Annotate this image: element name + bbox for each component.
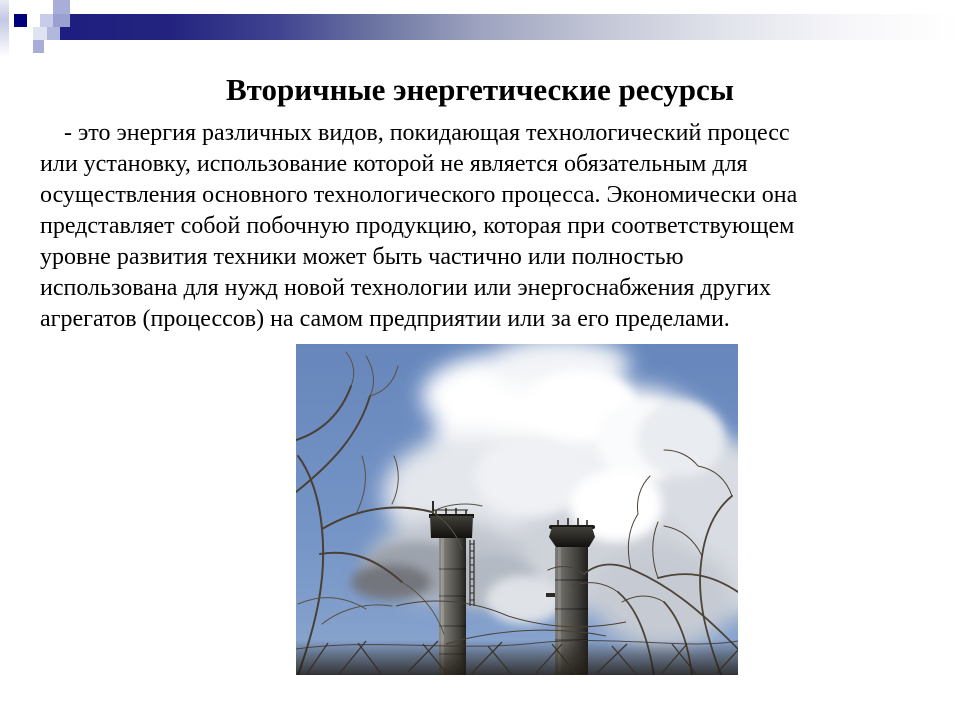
slide-title: Вторичные энергетические ресурсы (226, 72, 734, 107)
decor-square-top (53, 0, 70, 14)
body-line: или установку, использование которой не является обязательным для (40, 151, 748, 177)
decor-gradient-bar (60, 14, 960, 40)
decor-square-mid (53, 14, 70, 27)
body-line: осуществления основного технологического процесса. Экономически она (40, 182, 798, 208)
decor-square-mid2 (47, 27, 60, 40)
decor-vertical-strip (0, 0, 9, 57)
decor-square-pale (33, 27, 47, 40)
body-line: использована для нужд новой технологии или энергоснабжения других (40, 275, 772, 301)
slide-body (40, 118, 940, 335)
body-line: уровне развития техники может быть частично или полностью (40, 244, 684, 270)
decor-square-navy (14, 14, 27, 27)
chimneys-photo (296, 344, 738, 675)
chimneys-photo-drawing (296, 344, 738, 675)
decor-square-light (40, 14, 53, 27)
body-line: представляет собой побочную продукцию, которая при соответствующем (40, 213, 795, 239)
decor-square-bottom (33, 40, 44, 53)
body-line: - это энергия различных видов, покидающая технологический процесс (64, 120, 790, 146)
body-line: агрегатов (процессов) на самом предприятии или за его пределами. (40, 306, 730, 332)
